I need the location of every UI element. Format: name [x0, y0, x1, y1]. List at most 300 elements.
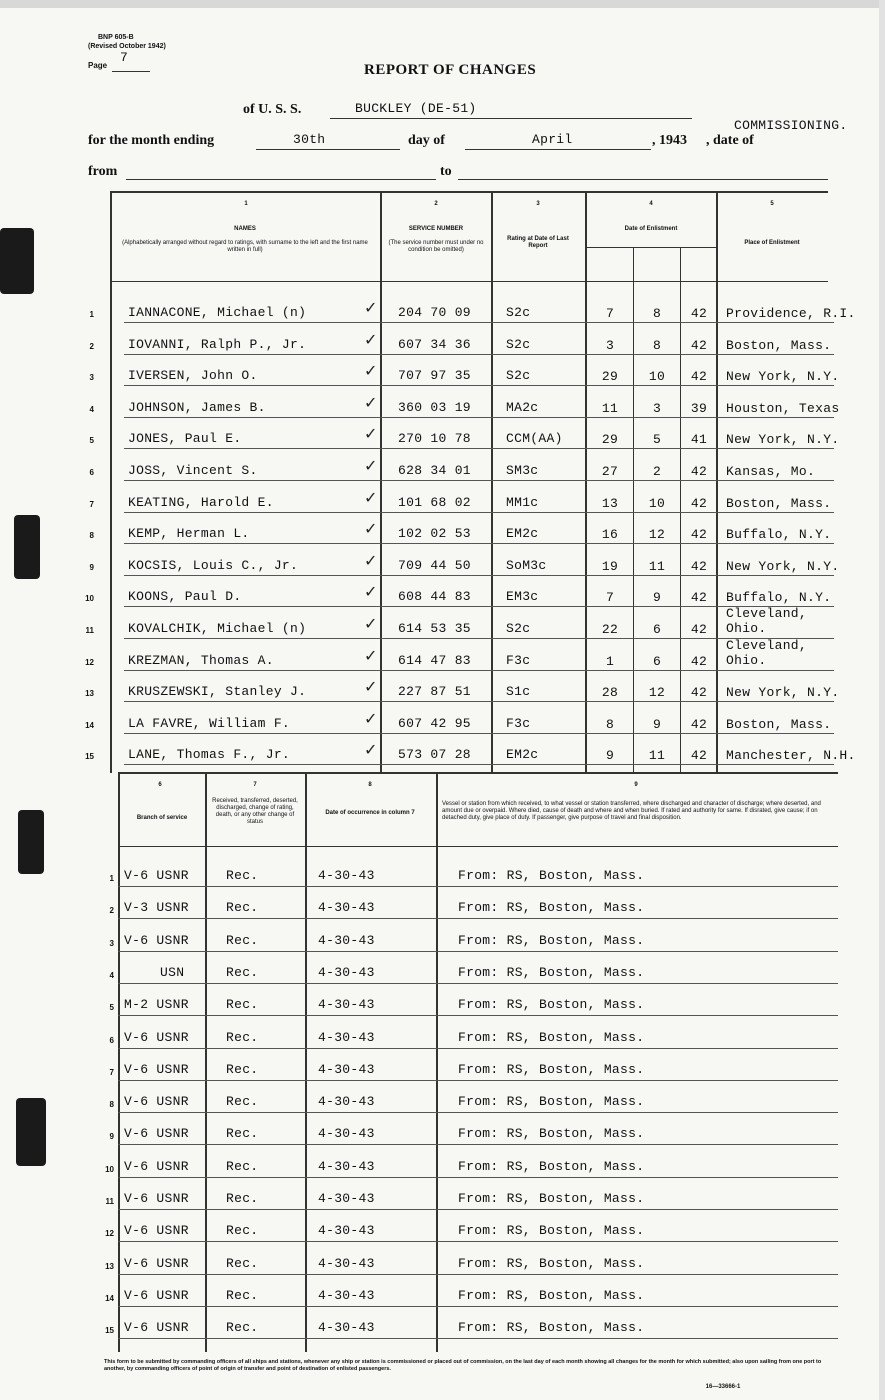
change-status: Rec. — [226, 1256, 259, 1271]
rating: EM2c — [506, 526, 539, 541]
rating: SM3c — [506, 463, 539, 478]
row-rule — [124, 354, 834, 355]
branch-of-service: V-6 USNR — [124, 1062, 189, 1077]
change-status: Rec. — [226, 965, 259, 980]
enlist-month: 7 — [605, 590, 615, 605]
ship-underline — [330, 118, 692, 119]
change-detail: From: RS, Boston, Mass. — [458, 1126, 645, 1141]
enlist-month: 13 — [601, 496, 619, 511]
branch-of-service: V-6 USNR — [124, 1256, 189, 1271]
col9-title: Vessel or station from which received, to what vessel or station transferred, where discharged and character of discharge; where deserted, and amount due or overpaid. Where died, cause of death and where and when buried. If rated and authority for same. If disrated, give cause; if on detached duty, give place of duty. If passenger, give purpose of travel and final disposition. — [442, 801, 821, 821]
enlist-day: 8 — [652, 338, 662, 353]
occurrence-date: 4-30-43 — [318, 933, 375, 948]
change-detail: From: RS, Boston, Mass. — [458, 868, 645, 883]
col7-number: 7 — [253, 782, 257, 788]
row-rule — [118, 1209, 838, 1210]
enlist-month: 29 — [601, 432, 619, 447]
col2-subtitle: (The service number must under no condition be omitted) — [388, 240, 484, 253]
enlist-year: 42 — [690, 590, 708, 605]
occurrence-date: 4-30-43 — [318, 1126, 375, 1141]
bcol-divider-1 — [205, 772, 207, 1352]
enlist-day: 8 — [652, 306, 662, 321]
row-rule — [124, 701, 834, 702]
ship-name: BUCKLEY (DE-51) — [355, 101, 477, 116]
service-number: 709 44 50 — [398, 558, 471, 573]
enlist-month: 16 — [601, 527, 619, 542]
day-value: 30th — [293, 132, 326, 147]
binder-hole-bottom — [16, 1098, 46, 1166]
member-name: LA FAVRE, William F. — [128, 716, 291, 731]
enlist-day: 10 — [648, 496, 666, 511]
rating: S2c — [506, 621, 531, 636]
row-number: 15 — [105, 1326, 114, 1335]
checkmark-icon: ✓ — [364, 330, 378, 349]
change-detail: From: RS, Boston, Mass. — [458, 965, 645, 980]
member-name: KEATING, Harold E. — [128, 495, 274, 510]
occurrence-date: 4-30-43 — [318, 997, 375, 1012]
service-number: 227 87 51 — [398, 684, 471, 699]
day-underline — [256, 149, 400, 150]
ship-label: of U. S. S. — [243, 102, 302, 117]
month-value: April — [532, 132, 573, 147]
enlist-place: Cleveland, Ohio. — [726, 606, 808, 636]
enlist-day: 9 — [652, 590, 662, 605]
row-rule — [118, 1048, 838, 1049]
enlist-place: Buffalo, N.Y. — [726, 527, 832, 542]
row-number: 6 — [109, 1036, 114, 1045]
enlist-month: 29 — [601, 369, 619, 384]
page-underline — [112, 71, 150, 72]
enlist-day: 3 — [652, 401, 662, 416]
enlist-day: 9 — [652, 717, 662, 732]
row-number: 1 — [89, 310, 94, 319]
rating: MM1c — [506, 495, 539, 510]
enlist-month: 8 — [605, 717, 615, 732]
occurrence-date: 4-30-43 — [318, 1288, 375, 1303]
occurrence-date: 4-30-43 — [318, 1191, 375, 1206]
change-status: Rec. — [226, 1223, 259, 1238]
enlist-year: 42 — [690, 496, 708, 511]
enlist-day: 6 — [652, 654, 662, 669]
enlist-month: 22 — [601, 622, 619, 637]
change-detail: From: RS, Boston, Mass. — [458, 1256, 645, 1271]
member-name: IOVANNI, Ralph P., Jr. — [128, 337, 307, 352]
change-status: Rec. — [226, 1159, 259, 1174]
row-rule — [124, 670, 834, 671]
row-number: 13 — [105, 1262, 114, 1271]
branch-of-service: V-6 USNR — [124, 1030, 189, 1045]
occurrence-date: 4-30-43 — [318, 965, 375, 980]
enlist-day: 5 — [652, 432, 662, 447]
change-detail: From: RS, Boston, Mass. — [458, 1288, 645, 1303]
row-number: 7 — [109, 1068, 114, 1077]
member-name: LANE, Thomas F., Jr. — [128, 747, 291, 762]
change-status: Rec. — [226, 1030, 259, 1045]
col6-title: Branch of service — [136, 815, 188, 821]
enlist-place: Manchester, N.H. — [726, 748, 856, 763]
row-number: 2 — [109, 906, 114, 915]
checkmark-icon: ✓ — [364, 677, 378, 696]
service-number: 204 70 09 — [398, 305, 471, 320]
change-status: Rec. — [226, 1126, 259, 1141]
member-name: JONES, Paul E. — [128, 431, 242, 446]
occurrence-date: 4-30-43 — [318, 1320, 375, 1335]
bottom-table-border-top — [118, 772, 838, 774]
col-divider-4b — [680, 247, 681, 773]
row-rule — [124, 322, 834, 323]
enlist-year: 42 — [690, 369, 708, 384]
enlist-year: 42 — [690, 559, 708, 574]
rating: EM2c — [506, 747, 539, 762]
enlist-year: 42 — [690, 622, 708, 637]
change-status: Rec. — [226, 1320, 259, 1335]
enlist-month: 28 — [601, 685, 619, 700]
row-number: 12 — [85, 658, 94, 667]
row-rule — [118, 1274, 838, 1275]
col1-subtitle: (Alphabetically arranged without regard to ratings, with surname to the left and the first name written in full) — [122, 240, 368, 253]
col-divider-3 — [585, 191, 587, 773]
checkmark-icon: ✓ — [364, 582, 378, 601]
col3-number: 3 — [536, 201, 540, 207]
col-divider-5 — [716, 191, 718, 773]
change-detail: From: RS, Boston, Mass. — [458, 1191, 645, 1206]
enlist-year: 42 — [690, 685, 708, 700]
row-rule — [118, 951, 838, 952]
branch-of-service: V-6 USNR — [124, 1191, 189, 1206]
enlist-place: Boston, Mass. — [726, 496, 832, 511]
branch-of-service: V-6 USNR — [124, 1288, 189, 1303]
enlist-place: New York, N.Y. — [726, 559, 840, 574]
enlist-place: Houston, Texas — [726, 401, 840, 416]
enlist-month: 1 — [605, 654, 615, 669]
enlist-month: 19 — [601, 559, 619, 574]
row-rule — [118, 1112, 838, 1113]
row-rule — [124, 480, 834, 481]
service-number: 360 03 19 — [398, 400, 471, 415]
member-name: KREZMAN, Thomas A. — [128, 653, 274, 668]
enlist-month: 27 — [601, 464, 619, 479]
row-number: 2 — [89, 342, 94, 351]
row-number: 6 — [89, 468, 94, 477]
from-underline — [126, 179, 436, 180]
row-rule — [118, 983, 838, 984]
to-underline — [458, 179, 828, 180]
rating: F3c — [506, 653, 531, 668]
occurrence-date: 4-30-43 — [318, 1062, 375, 1077]
service-number: 101 68 02 — [398, 495, 471, 510]
branch-of-service: V-6 USNR — [124, 1094, 189, 1109]
enlist-month: 9 — [605, 748, 615, 763]
date-of-label: , date of — [706, 133, 754, 148]
row-number: 14 — [85, 721, 94, 730]
change-detail: From: RS, Boston, Mass. — [458, 1030, 645, 1045]
enlist-day: 6 — [652, 622, 662, 637]
change-detail: From: RS, Boston, Mass. — [458, 933, 645, 948]
footer-instructions: This form to be submitted by commanding officers of all ships and stations, whenever any ship or station is commissioned or placed out of commission, on the last day of each month showing all changes for the month for which submitted; also upon sailing from one port to another, by commanding officers of point of origin of transfer and point of destination of enlisted passengers. — [104, 1359, 822, 1372]
row-rule — [124, 512, 834, 513]
year-value: , 1943 — [652, 133, 687, 148]
member-name: IANNACONE, Michael (n) — [128, 305, 307, 320]
row-rule — [118, 1177, 838, 1178]
checkmark-icon: ✓ — [364, 488, 378, 507]
enlist-year: 39 — [690, 401, 708, 416]
change-status: Rec. — [226, 900, 259, 915]
row-number: 10 — [105, 1165, 114, 1174]
col-divider-2 — [491, 191, 493, 773]
occurrence-date: 4-30-43 — [318, 1223, 375, 1238]
top-table-border-top — [110, 191, 828, 193]
col8-title: Date of occurrence in column 7 — [325, 810, 415, 816]
row-rule — [124, 385, 834, 386]
occurrence-date: 4-30-43 — [318, 1256, 375, 1271]
col8-number: 8 — [368, 782, 372, 788]
member-name: KRUSZEWSKI, Stanley J. — [128, 684, 307, 699]
checkmark-icon: ✓ — [364, 519, 378, 538]
row-number: 10 — [85, 594, 94, 603]
enlist-year: 42 — [690, 464, 708, 479]
branch-of-service: V-6 USNR — [124, 1126, 189, 1141]
occurrence-date: 4-30-43 — [318, 1159, 375, 1174]
service-number: 102 02 53 — [398, 526, 471, 541]
change-status: Rec. — [226, 1062, 259, 1077]
enlist-year: 41 — [690, 432, 708, 447]
row-number: 8 — [89, 531, 94, 540]
enlist-month: 3 — [605, 338, 615, 353]
change-detail: From: RS, Boston, Mass. — [458, 1320, 645, 1335]
col9-number: 9 — [634, 782, 638, 788]
branch-of-service: V-6 USNR — [124, 1223, 189, 1238]
enlist-place: Boston, Mass. — [726, 338, 832, 353]
branch-of-service: V-6 USNR — [124, 933, 189, 948]
binder-hole-top — [0, 228, 34, 294]
checkmark-icon: ✓ — [364, 614, 378, 633]
row-rule — [118, 918, 838, 919]
col3-title: Rating at Date of Last Report — [507, 236, 569, 249]
service-number: 270 10 78 — [398, 431, 471, 446]
branch-of-service: M-2 USNR — [124, 997, 189, 1012]
enlist-year: 42 — [690, 527, 708, 542]
page-label: Page — [88, 61, 108, 70]
service-number: 628 34 01 — [398, 463, 471, 478]
change-detail: From: RS, Boston, Mass. — [458, 900, 645, 915]
col2-number: 2 — [434, 201, 438, 207]
branch-of-service: V-3 USNR — [124, 900, 189, 915]
rating: S2c — [506, 368, 531, 383]
row-rule — [124, 575, 834, 576]
member-name: KEMP, Herman L. — [128, 526, 250, 541]
row-rule — [124, 417, 834, 418]
report-title: REPORT OF CHANGES — [364, 62, 537, 78]
change-status: Rec. — [226, 1288, 259, 1303]
bottom-table-border-left — [118, 772, 120, 1352]
service-number: 608 44 83 — [398, 589, 471, 604]
checkmark-icon: ✓ — [364, 551, 378, 570]
enlist-day: 11 — [648, 748, 666, 763]
enlist-day: 12 — [648, 685, 666, 700]
enlist-year: 42 — [690, 717, 708, 732]
row-number: 4 — [109, 971, 114, 980]
enlist-month: 11 — [601, 401, 619, 416]
row-number: 3 — [89, 373, 94, 382]
checkmark-icon: ✓ — [364, 740, 378, 759]
enlist-place: Kansas, Mo. — [726, 464, 816, 479]
rating: F3c — [506, 716, 531, 731]
enlist-year: 42 — [690, 748, 708, 763]
change-detail: From: RS, Boston, Mass. — [458, 997, 645, 1012]
change-detail: From: RS, Boston, Mass. — [458, 1094, 645, 1109]
col6-number: 6 — [158, 782, 162, 788]
col5-number: 5 — [770, 201, 774, 207]
row-number: 13 — [85, 689, 94, 698]
enlist-day: 11 — [648, 559, 666, 574]
enlist-place: Providence, R.I. — [726, 306, 856, 321]
top-header-bottom — [110, 281, 828, 282]
form-number: 16—33666-1 — [705, 1384, 741, 1390]
to-label: to — [440, 164, 452, 179]
occurrence-date: 4-30-43 — [318, 900, 375, 915]
member-name: JOSS, Vincent S. — [128, 463, 258, 478]
row-rule — [118, 886, 838, 887]
rating: CCM(AA) — [506, 431, 563, 446]
branch-of-service: V-6 USNR — [124, 1320, 189, 1335]
row-number: 3 — [109, 939, 114, 948]
row-number: 9 — [89, 563, 94, 572]
checkmark-icon: ✓ — [364, 646, 378, 665]
row-number: 11 — [85, 626, 94, 635]
row-number: 12 — [105, 1229, 114, 1238]
col4-title: Date of Enlistment — [624, 226, 678, 232]
checkmark-icon: ✓ — [364, 424, 378, 443]
from-label: from — [88, 164, 118, 179]
row-rule — [118, 1080, 838, 1081]
row-rule — [118, 1144, 838, 1145]
form-revised: (Revised October 1942) — [88, 43, 166, 50]
checkmark-icon: ✓ — [364, 393, 378, 412]
commissioning-text: COMMISSIONING. — [734, 118, 848, 133]
row-rule — [118, 1241, 838, 1242]
col-divider-1 — [380, 191, 382, 773]
change-detail: From: RS, Boston, Mass. — [458, 1159, 645, 1174]
enlist-place: Boston, Mass. — [726, 717, 832, 732]
change-status: Rec. — [226, 1094, 259, 1109]
enlist-place: New York, N.Y. — [726, 432, 840, 447]
row-number: 1 — [109, 874, 114, 883]
bcol-divider-3 — [436, 772, 438, 1352]
rating: S2c — [506, 337, 531, 352]
enlist-day: 2 — [652, 464, 662, 479]
col1-number: 1 — [244, 201, 248, 207]
row-rule — [124, 543, 834, 544]
enlist-day: 10 — [648, 369, 666, 384]
enlist-place: Cleveland, Ohio. — [726, 638, 808, 668]
change-status: Rec. — [226, 868, 259, 883]
rating: SoM3c — [506, 558, 547, 573]
member-name: IVERSEN, John O. — [128, 368, 258, 383]
service-number: 614 53 35 — [398, 621, 471, 636]
checkmark-icon: ✓ — [364, 456, 378, 475]
enlist-month: 7 — [605, 306, 615, 321]
row-number: 9 — [109, 1132, 114, 1141]
change-status: Rec. — [226, 933, 259, 948]
col1-title: NAMES — [234, 226, 256, 232]
col4-number: 4 — [649, 201, 653, 207]
rating: EM3c — [506, 589, 539, 604]
row-number: 7 — [89, 500, 94, 509]
service-number: 607 42 95 — [398, 716, 471, 731]
month-ending-label: for the month ending — [88, 133, 215, 148]
row-rule — [118, 1338, 838, 1339]
member-name: KOONS, Paul D. — [128, 589, 242, 604]
branch-of-service: USN — [160, 965, 185, 980]
row-number: 4 — [89, 405, 94, 414]
enlist-year: 42 — [690, 338, 708, 353]
enlist-date-subline — [585, 247, 716, 248]
occurrence-date: 4-30-43 — [318, 1094, 375, 1109]
checkmark-icon: ✓ — [364, 298, 378, 317]
checkmark-icon: ✓ — [364, 709, 378, 728]
row-rule — [118, 1015, 838, 1016]
col7-title: Received, transferred, deserted, discharged, change of rating, death, or any other change of status — [212, 798, 298, 825]
col5-title: Place of Enlistment — [744, 240, 800, 246]
change-status: Rec. — [226, 1191, 259, 1206]
page-number: 7 — [120, 50, 129, 65]
member-name: KOVALCHIK, Michael (n) — [128, 621, 307, 636]
row-number: 5 — [89, 436, 94, 445]
member-name: JOHNSON, James B. — [128, 400, 266, 415]
enlist-year: 42 — [690, 654, 708, 669]
rating: S2c — [506, 305, 531, 320]
member-name: KOCSIS, Louis C., Jr. — [128, 558, 299, 573]
checkmark-icon: ✓ — [364, 361, 378, 380]
service-number: 607 34 36 — [398, 337, 471, 352]
branch-of-service: V-6 USNR — [124, 868, 189, 883]
form-code: BNP 605-B — [98, 34, 134, 41]
enlist-place: New York, N.Y. — [726, 685, 840, 700]
row-number: 8 — [109, 1100, 114, 1109]
occurrence-date: 4-30-43 — [318, 868, 375, 883]
service-number: 573 07 28 — [398, 747, 471, 762]
rating: MA2c — [506, 400, 539, 415]
change-detail: From: RS, Boston, Mass. — [458, 1062, 645, 1077]
enlist-day: 12 — [648, 527, 666, 542]
month-underline — [465, 149, 651, 150]
enlist-year: 42 — [690, 306, 708, 321]
branch-of-service: V-6 USNR — [124, 1159, 189, 1174]
binder-hole-lower-mid — [18, 810, 44, 874]
enlist-place: Buffalo, N.Y. — [726, 590, 832, 605]
col-divider-4a — [633, 247, 634, 773]
rating: S1c — [506, 684, 531, 699]
row-number: 15 — [85, 752, 94, 761]
top-table-border-left — [110, 191, 112, 773]
row-rule — [124, 764, 834, 765]
service-number: 707 97 35 — [398, 368, 471, 383]
row-number: 14 — [105, 1294, 114, 1303]
bottom-header-bottom — [118, 846, 838, 847]
binder-hole-upper-mid — [14, 515, 40, 579]
row-rule — [118, 1306, 838, 1307]
change-status: Rec. — [226, 997, 259, 1012]
row-number: 5 — [109, 1003, 114, 1012]
change-detail: From: RS, Boston, Mass. — [458, 1223, 645, 1238]
row-rule — [124, 733, 834, 734]
col2-title: SERVICE NUMBER — [408, 226, 464, 232]
service-number: 614 47 83 — [398, 653, 471, 668]
enlist-place: New York, N.Y. — [726, 369, 840, 384]
row-number: 11 — [105, 1197, 114, 1206]
occurrence-date: 4-30-43 — [318, 1030, 375, 1045]
row-rule — [124, 448, 834, 449]
